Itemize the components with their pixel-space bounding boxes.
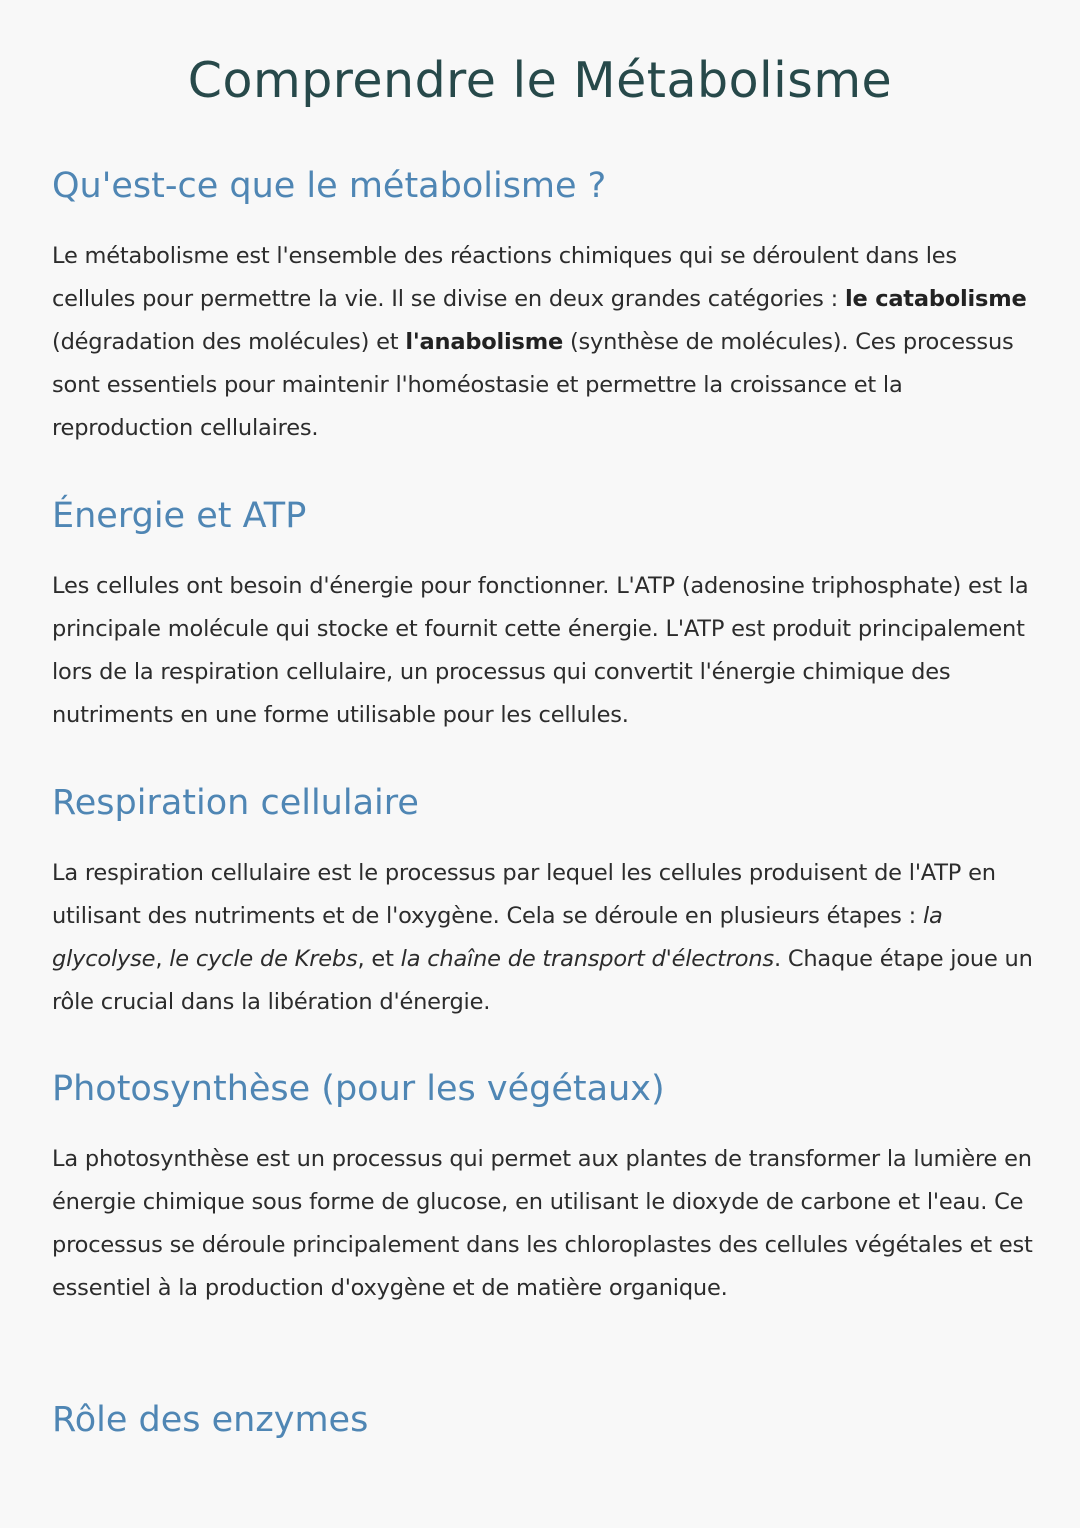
- paragraph-text: , et: [357, 946, 401, 972]
- section-paragraph-energie-atp: Les cellules ont besoin d'énergie pour fonctionner. L'ATP (adenosine triphosphate) est la principale molécule qui stocke et fournit cette énergie. L'ATP est produit principalement lors de la respiration cellulaire, un processus qui convertit l'énergie chimique des nutriments en une forme utilisable pour les cellules.: [52, 573, 1029, 728]
- paragraph-text: La respiration cellulaire est le processus par lequel les cellules produisent de l'ATP en utilisant des nutriments et de l'oxygène. Cela se déroule en plusieurs étapes :: [52, 860, 996, 929]
- italic-term-transport-electrons: la chaîne de transport d'électrons: [400, 946, 774, 972]
- section-heading-energie-atp: Énergie et ATP: [52, 496, 307, 536]
- italic-term-krebs: le cycle de Krebs: [169, 946, 358, 972]
- paragraph-text: . Chaque étape joue un rôle crucial dans la libération d'énergie.: [52, 946, 1033, 1015]
- section-heading-respiration: Respiration cellulaire: [52, 783, 419, 823]
- section-heading-photosynthese: Photosynthèse (pour les végétaux): [52, 1069, 665, 1109]
- section-paragraph-metabolisme: [52, 235, 1042, 450]
- page-title: Comprendre le Métabolisme: [187, 52, 893, 109]
- bold-term-catabolisme: le catabolisme: [844, 286, 1027, 312]
- bold-term-anabolisme: l'anabolisme: [405, 329, 563, 355]
- paragraph-text: (synthèse de molécules). Ces processus sont essentiels pour maintenir l'homéostasie et permettre la croissance et la reproduction cellulaires.: [52, 329, 1014, 441]
- section-paragraph-photosynthese: La photosynthèse est un processus qui permet aux plantes de transformer la lumière en énergie chimique sous forme de glucose, en utilisant le dioxyde de carbone et l'eau. Ce processus se déroule principalement dans les chloroplastes des cellules végétales et est essentiel à la production d'oxygène et de matière organique.: [52, 1146, 1033, 1301]
- paragraph-text: Le métabolisme est l'ensemble des réactions chimiques qui se déroulent dans les cellules pour permettre la vie. Il se divise en deux grandes catégories :: [52, 243, 957, 312]
- section-paragraph-respiration: [52, 852, 1042, 1024]
- section-heading-enzymes: Rôle des enzymes: [52, 1400, 369, 1440]
- paragraph-text: ,: [155, 946, 170, 972]
- paragraph-text: (dégradation des molécules) et: [52, 329, 406, 355]
- italic-term-glycolyse: la glycolyse: [52, 903, 943, 972]
- section-heading-metabolisme: Qu'est-ce que le métabolisme ?: [52, 166, 607, 206]
